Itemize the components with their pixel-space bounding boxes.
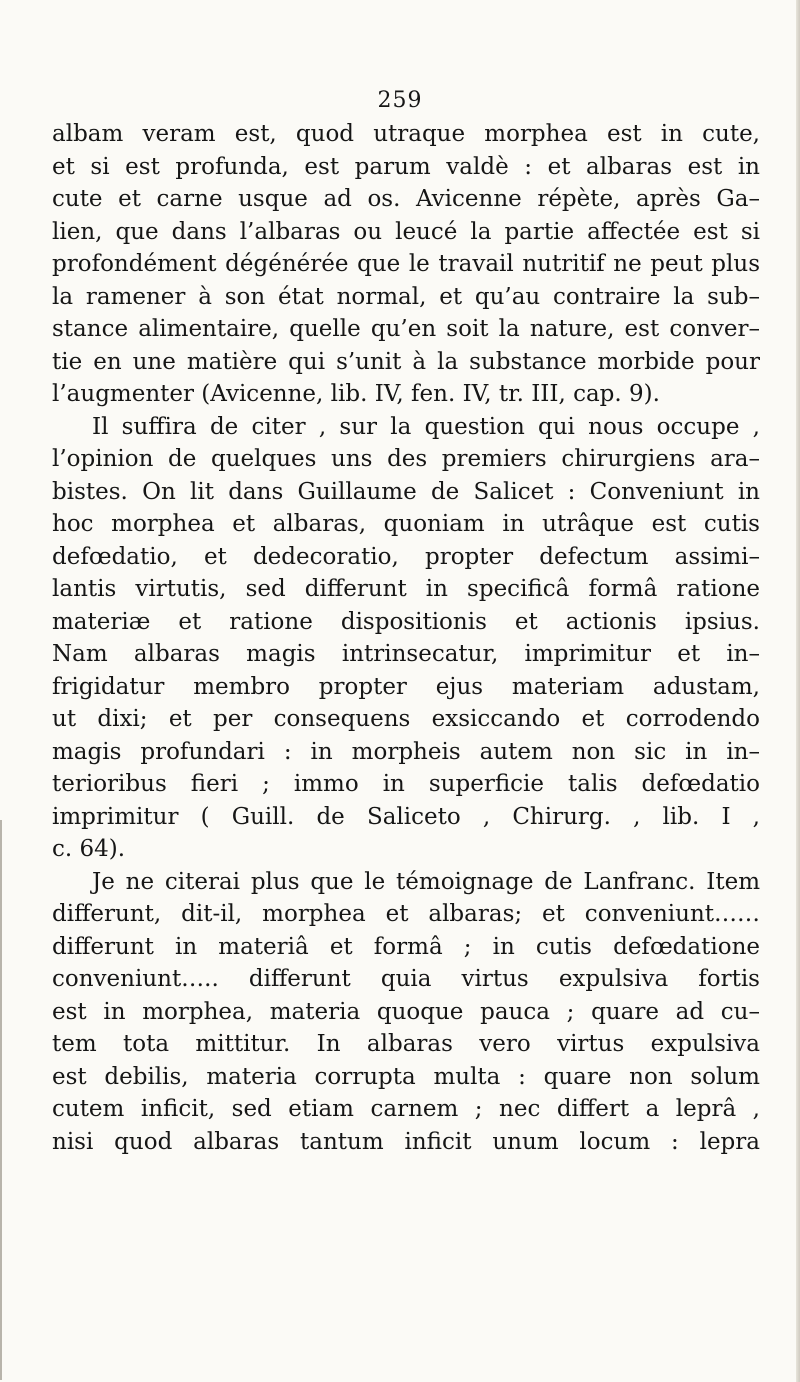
text-line: albam veram est, quod utraque morphea est in cute, [52,121,760,147]
text-line: est debilis, materia corrupta multa : quare non solum [52,1063,760,1090]
text-line: nisi quod albaras tantum inficit unum locum : lepra [52,1128,760,1155]
text-line: c. 64). [52,836,126,862]
text-line: profondément dégénérée que le travail nutritif ne peut plus [52,251,760,277]
text-line: tie en une matière qui s’unit à la substance morbide pour [52,348,760,375]
text-line: Il suffira de citer , sur la question qui nous occupe , [92,413,760,440]
text-line: conveniunt….. differunt quia virtus expulsiva fortis [52,966,760,992]
text-line: l’opinion de quelques uns des premiers chirurgiens ara– [52,446,760,472]
text-line: et si est profunda, est parum valdè : et albaras est in [52,153,760,180]
text-line: lantis virtutis, sed differunt in specificâ formâ ratione [52,576,760,602]
text-line: magis profundari : in morpheis autem non sic in in– [52,738,760,765]
text-line: ut dixi; et per consequens exsiccando et corrodendo [52,706,760,732]
scan-edge-left [0,820,2,1380]
text-line: tem tota mittitur. In albaras vero virtus expulsiva [52,1031,760,1057]
text-line: Je ne citerai plus que le témoignage de Lanfranc. Item [92,868,760,895]
text-line: hoc morphea et albaras, quoniam in utrâque est cutis [52,511,760,537]
text-line: stance alimentaire, quelle qu’en soit la nature, est conver– [52,316,760,342]
text-line: defœdatio, et dedecoratio, propter defectum assimi– [52,543,760,570]
text-line: imprimitur ( Guill. de Saliceto , Chirurg. , lib. I , [52,803,760,830]
text-line: differunt, dit-il, morphea et albaras; et conveniunt…… [52,901,760,927]
text-line: frigidatur membro propter ejus materiam adustam, [52,673,760,700]
text-line: lien, que dans l’albaras ou leucé la partie affectée est si [52,218,760,245]
text-line: bistes. On lit dans Guillaume de Salicet : Conveniunt in [52,478,760,505]
text-line: la ramener à son état normal, et qu’au contraire la sub– [52,283,760,310]
text-line: differunt in materiâ et formâ ; in cutis defœdatione [52,933,760,960]
page-number: 259 [377,88,423,113]
body-text [52,118,760,1158]
text-line: est in morphea, materia quoque pauca ; quare ad cu– [52,998,760,1025]
text-line: materiæ et ratione dispositionis et actionis ipsius. [52,608,760,635]
scan-edge-right [796,0,800,1382]
text-line: terioribus fieri ; immo in superficie talis defœdatio [52,771,760,797]
text-line: Nam albaras magis intrinsecatur, imprimitur et in– [52,641,760,667]
text-line: cutem inficit, sed etiam carnem ; nec differt a leprâ , [52,1096,760,1122]
text-line: cute et carne usque ad os. Avicenne répète, après Ga– [52,186,760,212]
text-line: l’augmenter (Avicenne, lib. IV, fen. IV, tr. III, cap. 9). [52,381,660,407]
